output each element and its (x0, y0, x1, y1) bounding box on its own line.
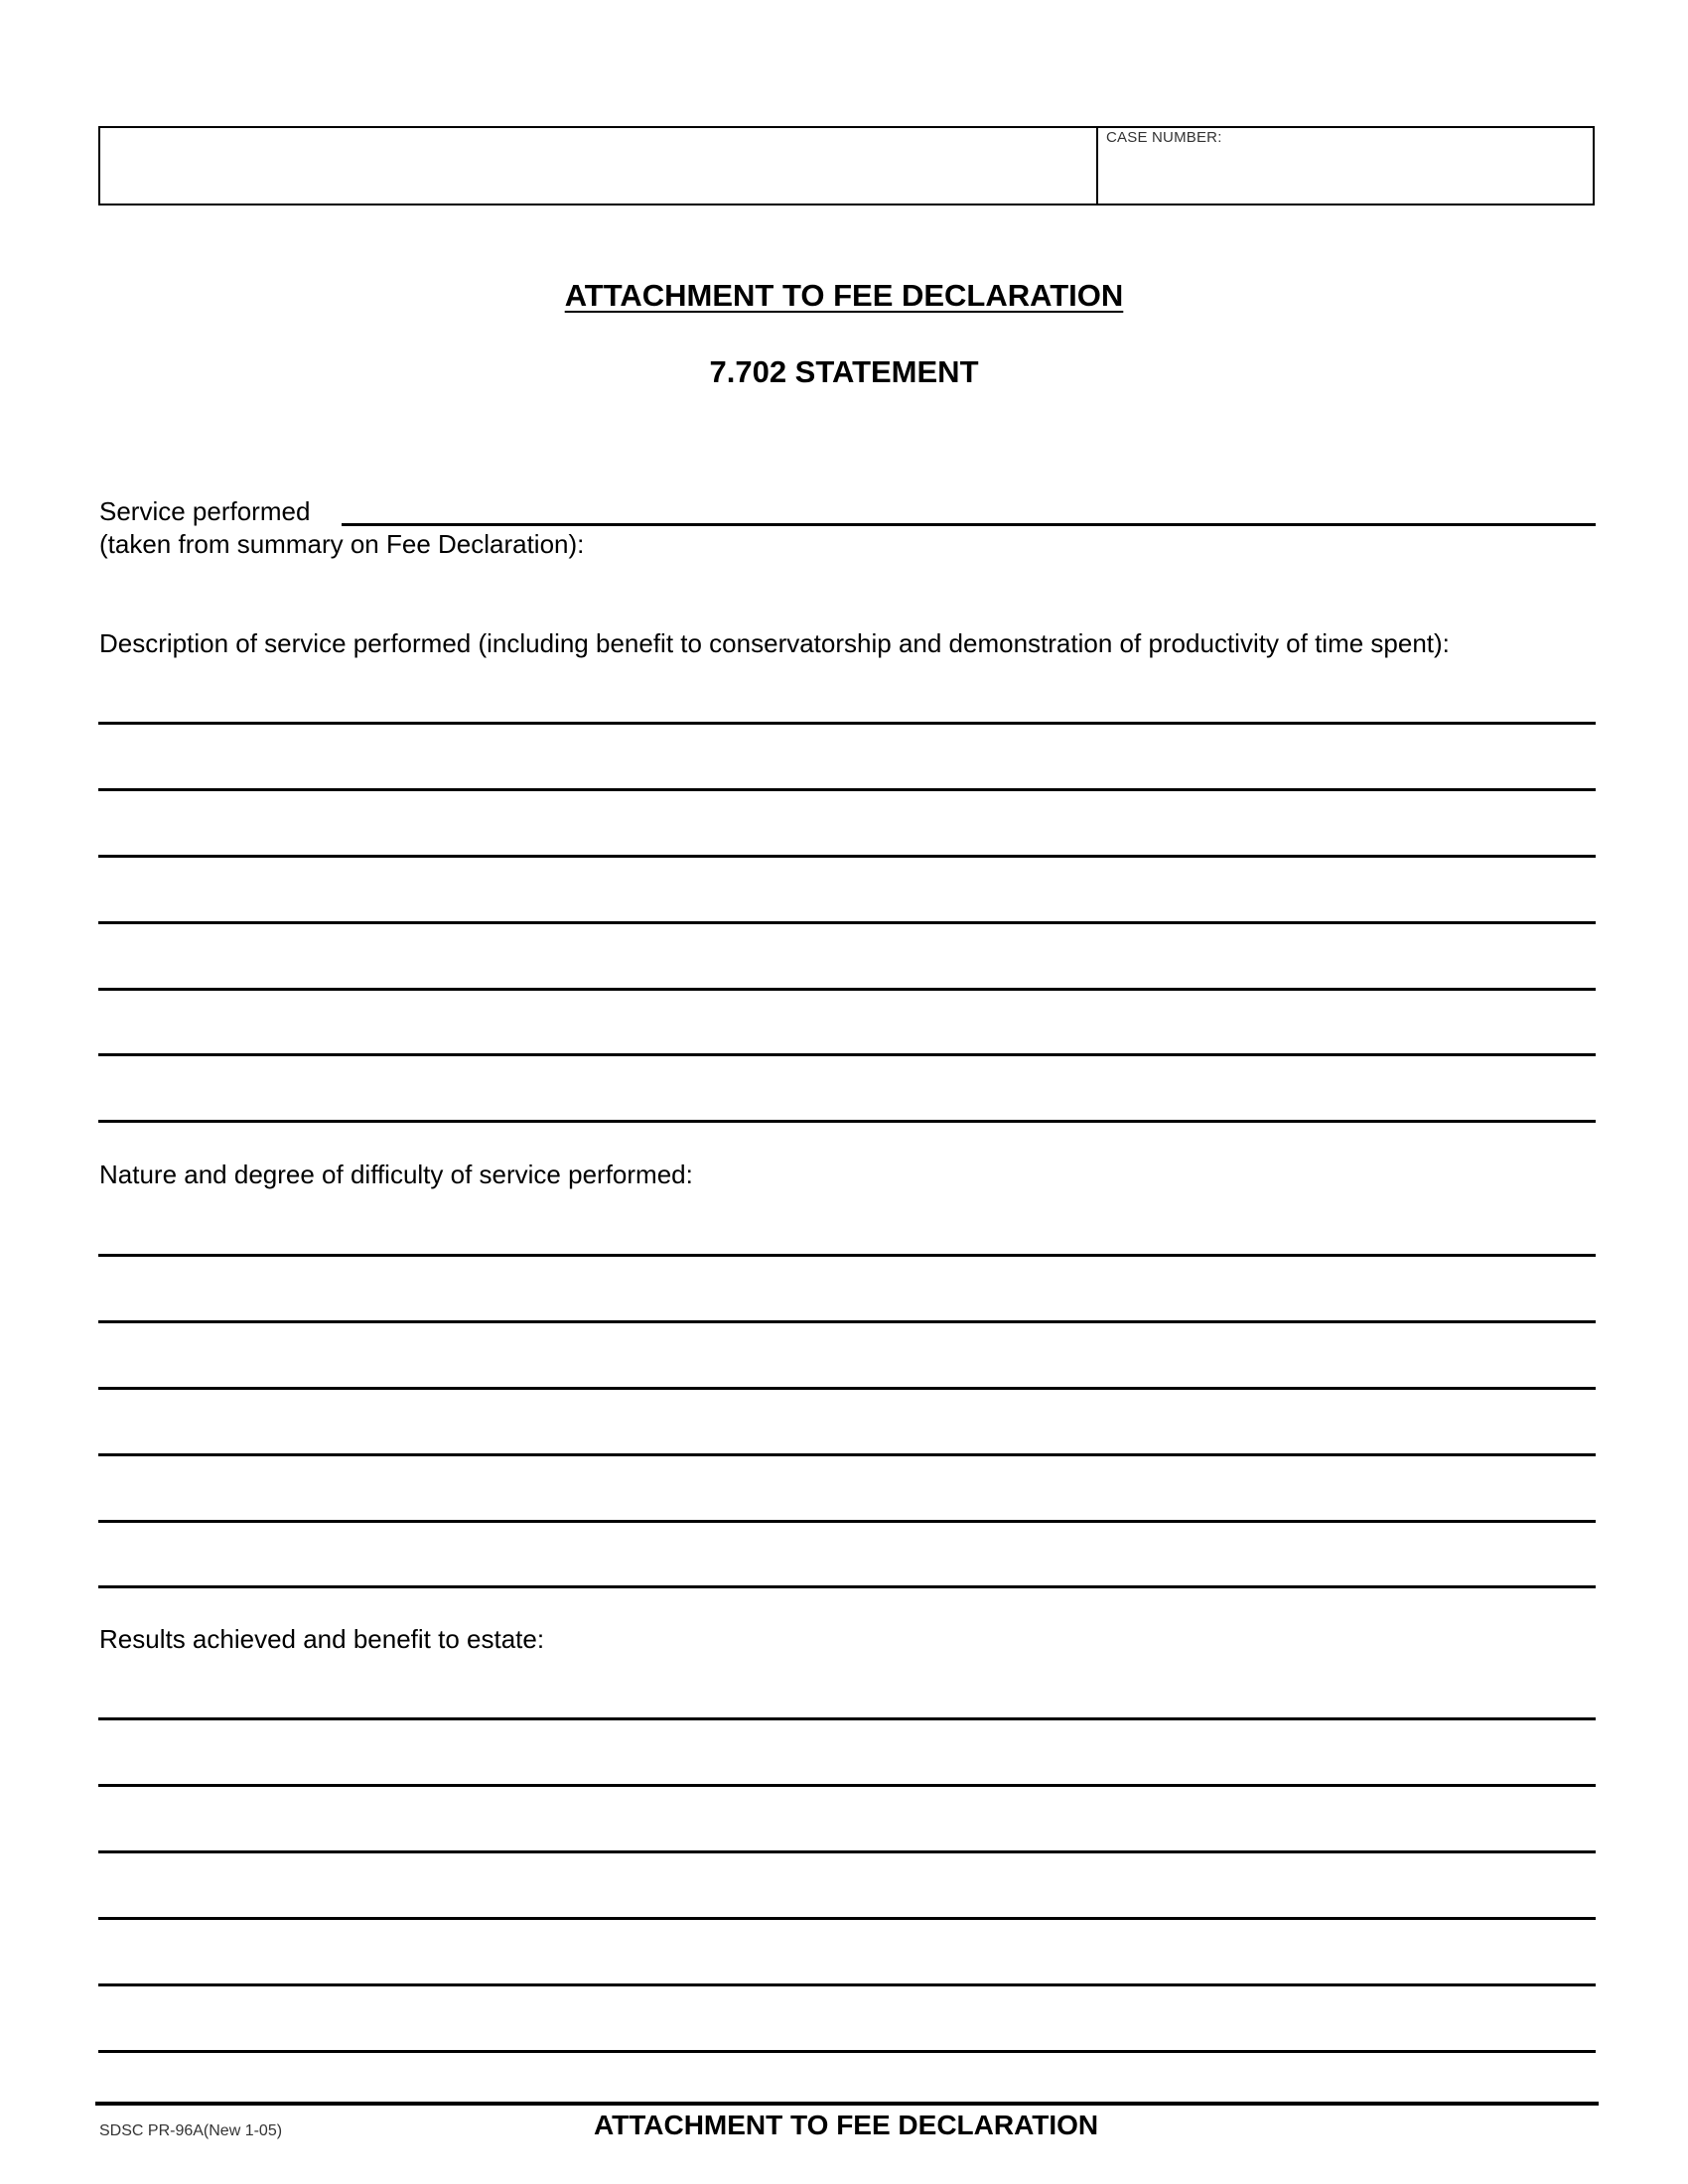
results-label: Results achieved and benefit to estate: (99, 1624, 545, 1654)
description-line[interactable] (98, 855, 1596, 858)
page-title (0, 278, 1688, 314)
service-performed-input-line[interactable] (342, 523, 1596, 526)
results-line[interactable] (98, 1917, 1596, 1920)
results-line[interactable] (98, 1717, 1596, 1720)
page-subtitle: 7.702 STATEMENT (709, 354, 979, 389)
description-line[interactable] (98, 722, 1596, 725)
difficulty-line[interactable] (98, 1453, 1596, 1456)
results-line[interactable] (98, 1784, 1596, 1787)
results-line[interactable] (98, 2050, 1596, 2053)
footer-title: ATTACHMENT TO FEE DECLARATION (594, 2110, 1099, 2140)
difficulty-line[interactable] (98, 1387, 1596, 1390)
description-line[interactable] (98, 921, 1596, 924)
description-label: Description of service performed (including benefit to conservatorship and demonstration of productivity of time spent): (99, 628, 1450, 658)
caption-box (98, 126, 1595, 205)
difficulty-line[interactable] (98, 1320, 1596, 1323)
case-number-field[interactable] (1096, 128, 1595, 204)
results-line[interactable] (98, 1850, 1596, 1853)
difficulty-label: Nature and degree of difficulty of service performed: (99, 1160, 693, 1189)
description-line[interactable] (98, 1120, 1596, 1123)
case-number-label: CASE NUMBER: (1106, 129, 1222, 146)
page-title-text: ATTACHMENT TO FEE DECLARATION (564, 278, 1124, 313)
service-performed-label: Service performed (99, 496, 311, 526)
results-line[interactable] (98, 1983, 1596, 1986)
description-line[interactable] (98, 1053, 1596, 1056)
difficulty-line[interactable] (98, 1254, 1596, 1257)
service-performed-note: (taken from summary on Fee Declaration): (99, 529, 585, 559)
form-id: SDSC PR-96A(New 1-05) (99, 2122, 283, 2139)
difficulty-line[interactable] (98, 1585, 1596, 1588)
description-line[interactable] (98, 788, 1596, 791)
difficulty-line[interactable] (98, 1520, 1596, 1523)
description-line[interactable] (98, 988, 1596, 991)
footer-divider (95, 2102, 1599, 2106)
